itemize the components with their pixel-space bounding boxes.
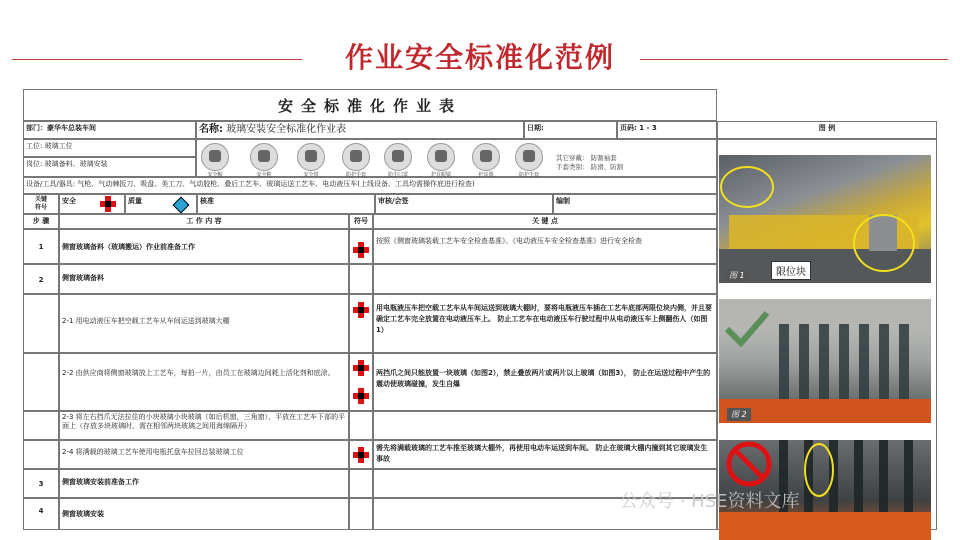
safety-plus-icon	[353, 388, 369, 404]
col-key: 关 键 点	[373, 214, 717, 229]
post: 岗位: 玻璃备料、玻璃安装	[23, 157, 196, 177]
fig-1-caption: 图 1	[725, 269, 749, 282]
row-content: 2-2 由供应商将侧窗玻璃放上工艺车，每拍一片，由员工在玻璃边间耗上活化剂和底涂。	[59, 353, 349, 411]
row-content: 2-3 将左右挡爪无法拉住的小块玻璃小块玻璃（如后机窗，三角窗），平放在工艺车下部的平面上（存放多块玻璃时，需在相邻两块玻璃之间用海绵隔开）	[59, 411, 349, 440]
page-title: 作业安全标准化范例	[344, 41, 615, 74]
dust-mask-icon: 防尘口罩	[384, 143, 412, 178]
page-number: 页码: 1 - 3	[617, 121, 717, 139]
safety-shoes-icon: 安全鞋	[250, 143, 278, 178]
col-content: 工 作 内 容	[59, 214, 349, 229]
photo-2-overlay	[719, 299, 931, 423]
safety-plus-icon	[353, 302, 369, 318]
quality-label: 质量	[125, 194, 197, 214]
photo-glass-rack	[719, 299, 931, 423]
limit-block-label: 限位块	[771, 261, 811, 280]
table-row	[23, 294, 59, 353]
safety-plus-icon	[353, 447, 369, 463]
col-symbol: 符号	[349, 214, 373, 229]
protective-gloves-icon: 防护手套	[515, 143, 543, 178]
name-label: 名称:	[199, 124, 223, 135]
table-title: 安全标准化作业表	[23, 89, 717, 121]
row-content: 侧窗玻璃安装前准备工作	[59, 469, 349, 498]
table-row: 1	[23, 229, 59, 264]
row-symbol	[349, 264, 373, 294]
safety-key-icon	[100, 196, 116, 212]
watermark: 公众号 · HSE资料文库	[620, 491, 800, 512]
gloves-icon: 防护手套	[342, 143, 370, 178]
review-label: 审核/会签	[375, 194, 553, 214]
safety-belt-icon: 安全带	[297, 143, 325, 178]
row-key: 需先将满载玻璃的工艺车推至玻璃大棚外，再使用电动车运送到车间。 防止在玻璃大棚内撞到其它玻璃发生事故	[373, 440, 717, 469]
row-key: 用电瓶液压车把空载工艺车从车间运送到玻璃大棚时，要将电瓶液压车插在工艺车底部两限位块内侧，并且要确定工艺车完全放置在电动液压车上。 防止工艺车在电动液压车行驶过程中从电动液压车上侧翻伤人（如图1）	[373, 294, 717, 353]
form-name	[196, 121, 524, 139]
row-key: 两挡爪之间只能放置一块玻璃（如图2），禁止叠放两片或两片以上玻璃（如图3）， 防止在运送过程中产生的震动使玻璃碰撞，发生自爆	[373, 353, 717, 411]
row-symbol	[349, 411, 373, 440]
table-row	[23, 440, 59, 469]
safety-plus-icon	[353, 360, 369, 376]
table-row	[23, 353, 59, 411]
table-row: 4	[23, 498, 59, 530]
date-label: 日期:	[524, 121, 617, 139]
row-content: 2-4 将满载的玻璃工艺车使用电瓶托盘车拉回总装玻璃工位	[59, 440, 349, 469]
verify-label: 核准	[197, 194, 375, 214]
fig-2-caption: 图 2	[727, 408, 751, 421]
ppe-other: 其它穿戴： 防割袖套 手套类别： 防滑、防割	[556, 154, 624, 171]
row-content: 侧窗玻璃备料	[59, 264, 349, 294]
row-key	[373, 264, 717, 294]
name-value: 玻璃安装安全标准化作业表	[226, 124, 347, 135]
ear-protector-icon: 护耳器	[472, 143, 500, 178]
department: 部门：豪华车总装车间	[23, 121, 196, 139]
row-content: 侧窗玻璃备料（玻璃搬运）作业前准备工作	[59, 229, 349, 264]
goggles-icon: 护目眼镜	[427, 143, 455, 178]
compile-label: 编制	[553, 194, 717, 214]
workstation: 工位: 玻璃工位	[23, 139, 196, 157]
equipment: 设备/工具/器具: 气枪、气动棘扳刀、吸盘、美工刀、气动胶枪、叠后工艺车、玻璃运送工艺车、电动液压车(上线设备、工具均需操作底进行检查)	[23, 177, 717, 194]
hard-hat-icon: 安全帽	[201, 143, 229, 178]
table-row: 2	[23, 264, 59, 294]
photo-limit-block	[719, 155, 931, 283]
safety-plus-icon	[353, 242, 369, 258]
table-row: 3	[23, 469, 59, 498]
photo-1-overlay	[719, 155, 931, 283]
row-content: 2-1 用电动液压车把空载工艺车从车间运送到玻璃大棚	[59, 294, 349, 353]
row-symbol	[349, 469, 373, 498]
row-content: 侧窗玻璃安装	[59, 498, 349, 530]
safety-label: 安全	[59, 194, 125, 214]
key-symbol-label: 关键 符号	[23, 194, 59, 214]
row-key: 按照《侧窗玻璃装载工艺车安全检查基准》、《电动液压车安全检查基准》进行安全检查	[373, 229, 717, 264]
col-step: 步 骤	[23, 214, 59, 229]
row-symbol	[349, 498, 373, 530]
diagram-header: 图 例	[717, 121, 937, 139]
row-key	[373, 411, 717, 440]
table-row	[23, 411, 59, 440]
